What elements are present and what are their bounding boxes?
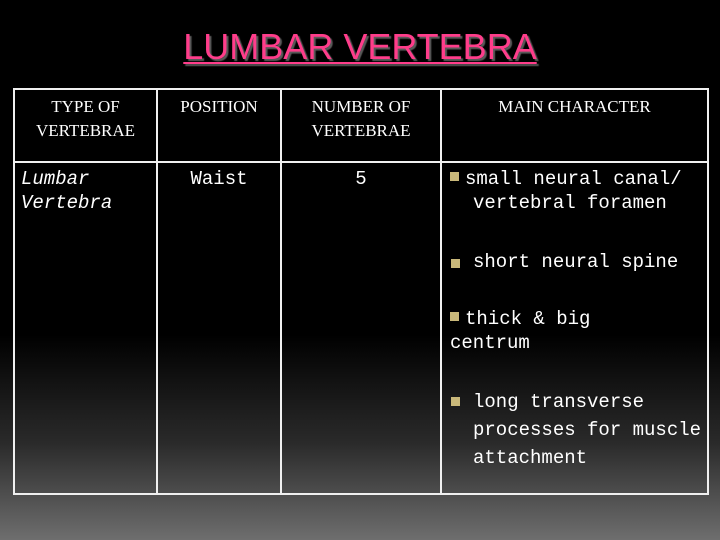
type-line-2: Vertebra [21, 192, 113, 214]
list-item [450, 307, 620, 355]
header-main-character: MAIN CHARACTER [441, 89, 708, 162]
cell-position: Waist [157, 162, 281, 494]
slide-title: LUMBAR VERTEBRA [183, 26, 537, 67]
header-number: NUMBER OF VERTEBRAE [281, 89, 441, 162]
header-type: TYPE OF VERTEBRAE [14, 89, 157, 162]
type-line-1: Lumbar [21, 168, 90, 190]
cell-main-character [441, 162, 708, 494]
character-text-continued: vertebral foramen [473, 192, 667, 214]
vertebra-table [13, 88, 709, 495]
list-item [450, 167, 707, 215]
square-bullet-icon [451, 397, 460, 406]
square-bullet-icon [450, 312, 459, 321]
character-text: long transverse processes for muscle attachment [473, 391, 702, 469]
table-row [14, 162, 708, 494]
cell-type [14, 162, 157, 494]
list-item [450, 250, 707, 274]
cell-number: 5 [281, 162, 441, 494]
table-header-row [14, 89, 708, 162]
header-position: POSITION [157, 89, 281, 162]
square-bullet-icon [451, 259, 460, 268]
list-item [450, 388, 707, 472]
character-text: thick & big centrum [450, 308, 591, 354]
square-bullet-icon [450, 172, 459, 181]
character-text: small neural canal/ [465, 168, 682, 190]
character-list [442, 167, 707, 472]
character-text: short neural spine [473, 251, 679, 273]
